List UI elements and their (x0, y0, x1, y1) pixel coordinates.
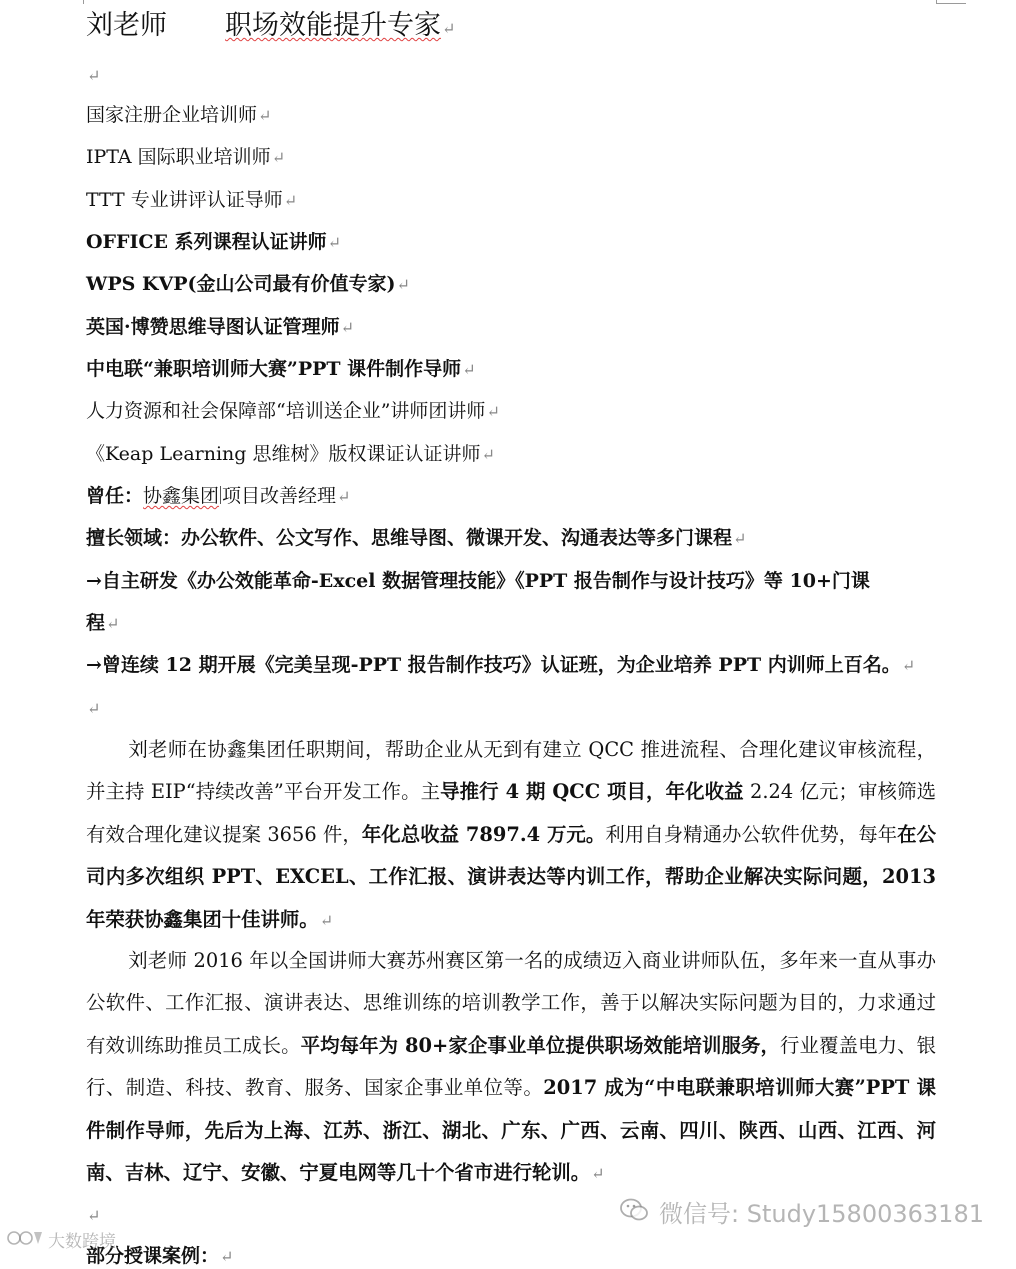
credential-text: OFFICE 系列课程认证讲师 (86, 231, 327, 253)
brand-watermark (6, 1228, 116, 1255)
credential-line (86, 272, 410, 297)
bio-paragraph-1 (86, 729, 936, 942)
empty-line (86, 1203, 100, 1228)
credential-text: 英国·博赞思维导图认证管理师 (86, 316, 340, 338)
wechat-id-text: 微信号: Study15800363181 (659, 1199, 984, 1228)
former-label: 曾任： (86, 485, 144, 507)
former-role: 项目改善经理 (222, 485, 337, 507)
credential-line (86, 145, 285, 170)
credential-text: 《Keap Learning 思维树》版权课证认证讲师 (86, 443, 481, 465)
paragraph-mark: ↵ (486, 402, 500, 421)
bio-highlight: 在公司内多次组织 PPT、EXCEL、工作汇报、演讲表达等内训工作，帮助企业解决实际问题，2013 年荣获协鑫集团十佳讲师。 (86, 822, 937, 931)
teacher-name: 刘老师 (86, 10, 167, 41)
credential-line (86, 399, 500, 424)
bullet-courses-text: 程 (86, 612, 106, 634)
credential-line (86, 315, 354, 340)
paragraph-mark: ↵ (87, 699, 101, 718)
paragraph-mark: ↵ (481, 445, 495, 464)
credential-line (86, 230, 341, 255)
doc-title (86, 10, 455, 45)
bio-text: 刘老师在协鑫集团任职期间，帮助企业从无到有建立 QCC 推进流程、合理化建议审核流程，并主持 EIP“持续改善”平台开发工作。主 (86, 738, 936, 804)
empty-line (86, 696, 100, 721)
crop-mark-right-h (936, 3, 966, 4)
paragraph-mark: ↵ (319, 910, 334, 930)
paragraph-mark: ↵ (337, 487, 351, 506)
bullet-certification-text: →曾连续 12 期开展《完美呈现-PPT 报告制作技巧》认证班，为企业培养 PPT 内训师上百名。 (86, 654, 901, 676)
credential-text: WPS KVP(金山公司最有价值专家) (86, 273, 396, 295)
bio-highlight: 导推行 4 期 QCC 项目，年化收益 (440, 780, 744, 804)
bio-highlight: 年化总收益 7897.4 万元。 (361, 822, 606, 846)
partial-cases-text: 部分授课案例： (86, 1245, 220, 1267)
wechat-watermark (619, 1197, 984, 1230)
crop-mark-left (83, 0, 84, 4)
former-position-line (86, 484, 350, 509)
bullet-courses-line1 (86, 569, 870, 593)
paragraph-mark: ↵ (106, 614, 120, 633)
credential-text: TTT 专业讲评认证导师 (86, 189, 283, 211)
credential-text: 中电联“兼职培训师大赛”PPT 课件制作导师 (86, 358, 462, 380)
former-company: 协鑫集团 (143, 485, 220, 507)
paragraph-mark: ↵ (283, 191, 298, 210)
paragraph-mark: ↵ (591, 1164, 605, 1184)
empty-line (86, 63, 100, 88)
text-cursor (220, 486, 221, 504)
credential-text: 人力资源和社会保障部“培训送企业”讲师团讲师 (86, 400, 486, 422)
paragraph-mark: ↵ (340, 318, 355, 337)
paragraph-mark: ↵ (733, 529, 747, 548)
paragraph-mark: ↵ (87, 66, 101, 85)
bio-text: 刘老师 2016 年以全国讲师大赛苏州赛区第一名的成绩迈入商业讲师队伍，多年来一直从事办公软件、工作汇报、演讲表达、思维训练的培训教学工作，善于以解决实际问题为目的，力求通过有效训练助推员工成长。 (86, 949, 936, 1057)
brand-logo-icon (6, 1228, 44, 1255)
paragraph-mark: ↵ (462, 360, 476, 379)
bio-highlight: 2017 成为“中电联兼职培训师大赛”PPT 课件制作导师，先后为上海、江苏、浙江、湖北、广东、广西、云南、四川、陕西、山西、江西、河南、吉林、辽宁、安徽、宁夏电网等几十个省市进行轮训。 (86, 1076, 936, 1185)
paragraph-mark: ↵ (271, 148, 286, 167)
paragraph-mark: ↵ (901, 656, 916, 675)
bio-text: 2.24 亿元；审核筛选有效合理化建议提案 3656 件， (86, 780, 936, 846)
bullet-courses-text: →自主研发《办公效能革命-Excel 数据管理技能》《PPT 报告制作与设计技巧》等 10+门课 (86, 570, 870, 592)
bio-highlight: 平均每年为 80+家企事业单位提供职场效能培训服务， (300, 1033, 781, 1057)
brand-watermark-text: 大数跨境 (48, 1231, 116, 1252)
bio-text: 利用自身精通办公软件优势，每年 (605, 822, 898, 846)
credential-line (86, 188, 297, 213)
credential-text: 国家注册企业培训师 (86, 104, 258, 126)
paragraph-mark: ↵ (396, 275, 410, 294)
paragraph-mark: ↵ (258, 106, 272, 125)
wechat-icon (619, 1197, 649, 1230)
paragraph-mark: ↵ (87, 1206, 101, 1225)
bullet-certification-line (86, 653, 915, 678)
paragraph-mark: ↵ (220, 1247, 234, 1266)
credential-text: IPTA 国际职业培训师 (86, 146, 271, 168)
credential-line (86, 442, 495, 467)
bullet-courses-line2 (86, 611, 119, 636)
teacher-title: 职场效能提升专家 (225, 10, 441, 41)
paragraph-mark: ↵ (327, 233, 342, 252)
credential-line (86, 103, 271, 128)
expertise-line (86, 526, 746, 551)
expertise-text: 擅长领域：办公软件、公文写作、思维导图、微课开发、沟通表达等多门课程 (86, 527, 733, 549)
bio-paragraph-2 (86, 940, 936, 1195)
paragraph-mark: ↵ (442, 19, 456, 38)
bio-text: 行业覆盖电力、银行、制造、科技、教育、服务、国家企事业单位等。 (86, 1033, 937, 1100)
credential-line (86, 357, 476, 382)
